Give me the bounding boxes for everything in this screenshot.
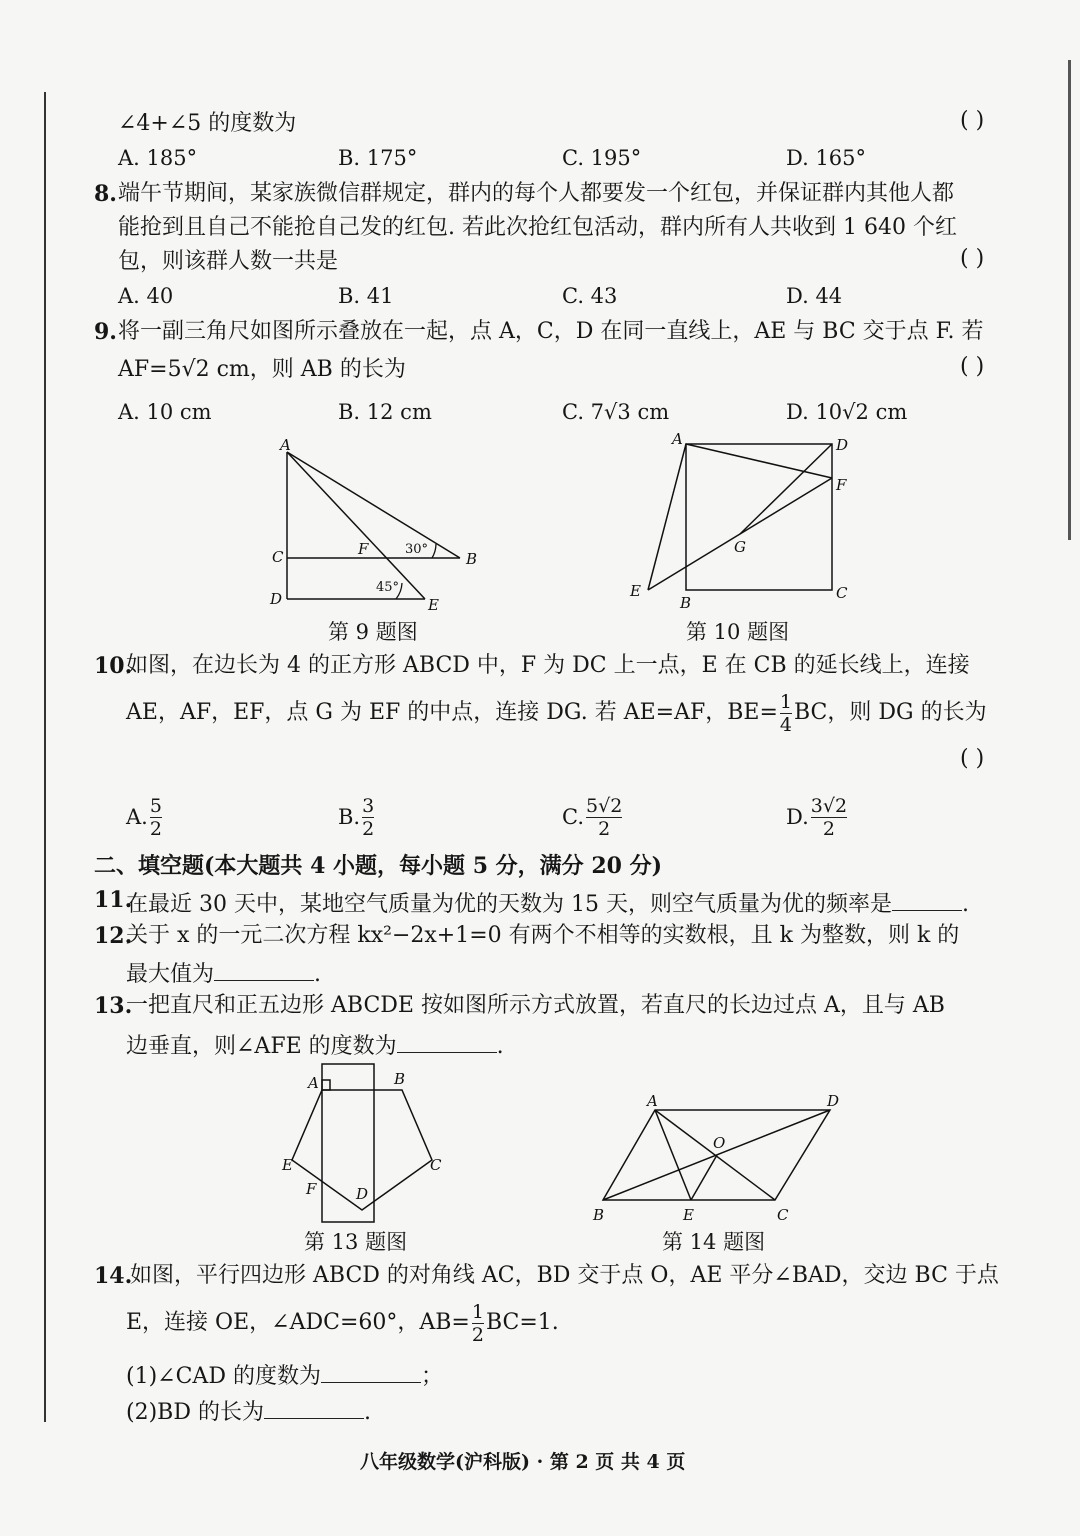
q10-option-c-frac: [586, 795, 622, 840]
q14-line2-end: BC=1.: [485, 1310, 559, 1335]
fig13-label-b: B: [394, 1070, 406, 1088]
q10-fraction-den: 4: [779, 713, 792, 736]
q14-sub2-blank[interactable]: [264, 1392, 364, 1419]
q10-option-b-den: 2: [362, 817, 375, 840]
figure-10: [624, 428, 864, 613]
q12-line2: [126, 954, 321, 991]
fig14-label-b: B: [593, 1206, 605, 1224]
q8-number: 8.: [94, 181, 117, 207]
q10-line2: [126, 688, 987, 738]
q11-line: [126, 884, 969, 921]
q9-option-d[interactable]: D. 10√2 cm: [786, 400, 908, 424]
right-edge-mark: [1068, 60, 1071, 540]
q13-line2: [126, 1026, 504, 1063]
figure-13: [270, 1060, 450, 1225]
q14-sub1-text: (1)∠CAD 的度数为: [126, 1364, 321, 1389]
fig9-label-d: D: [270, 590, 283, 608]
q8-answer-paren[interactable]: ( ): [960, 246, 985, 271]
q9-answer-paren[interactable]: ( ): [960, 354, 985, 379]
figure-9: [260, 432, 490, 617]
q13-line1: 一把直尺和正五边形 ABCDE 按如图所示方式放置，若直尺的长边过点 A，且与 AB: [126, 993, 945, 1018]
fig10-label-f: F: [836, 476, 847, 494]
q10-option-a-num: 5: [149, 794, 162, 817]
q10-option-a[interactable]: [126, 792, 164, 842]
q8-option-a[interactable]: A. 40: [118, 284, 174, 308]
q7-option-a[interactable]: A. 185°: [118, 146, 198, 170]
q13-end: .: [496, 1034, 504, 1059]
q7-option-b[interactable]: B. 175°: [338, 146, 418, 170]
q10-line2-start: AE，AF，EF，点 G 为 EF 的中点，连接 DG. 若 AE=AF，BE=: [126, 700, 778, 725]
figure-14: [585, 1088, 855, 1228]
fig9-label-a: A: [280, 436, 291, 454]
fig10-label-d: D: [836, 436, 849, 454]
q10-option-b[interactable]: [338, 792, 376, 842]
q12-answer-blank[interactable]: [214, 954, 314, 981]
fig9-caption: 第 9 题图: [328, 620, 418, 644]
q10-line1: 如图，在边长为 4 的正方形 ABCD 中，F 为 DC 上一点，E 在 CB 的延长线上，连接: [126, 653, 970, 678]
section2-title: 二、填空题(本大题共 4 小题，每小题 5 分，满分 20 分): [94, 853, 663, 879]
q12-line1: 关于 x 的一元二次方程 kx²−2x+1=0 有两个不相等的实数根，且 k 为整数，则 k 的: [126, 923, 960, 948]
q10-option-a-frac: [150, 795, 162, 840]
q9-line1: 将一副三角尺如图所示叠放在一起，点 A，C，D 在同一直线上，AE 与 BC 交于点 F. 若: [118, 319, 984, 344]
fig10-label-e: E: [630, 582, 641, 600]
q12-text: 最大值为: [126, 962, 215, 987]
fig14-label-o: O: [713, 1134, 726, 1152]
fig14-caption: 第 14 题图: [662, 1230, 766, 1254]
fig13-label-d: D: [356, 1185, 369, 1203]
q10-option-a-den: 2: [149, 817, 162, 840]
q10-fraction: [780, 691, 792, 736]
q8-option-d[interactable]: D. 44: [786, 284, 843, 308]
q10-option-c-letter: C.: [562, 805, 584, 829]
q14-line2: [126, 1298, 559, 1348]
q14-sub2-text: (2)BD 的长为: [126, 1400, 264, 1425]
q8-line3: 包，则该群人数一共是: [118, 249, 339, 274]
q14-sub1-blank[interactable]: [321, 1356, 421, 1383]
q9-option-a[interactable]: A. 10 cm: [118, 400, 212, 424]
q10-option-c[interactable]: [562, 792, 624, 842]
q10-fraction-num: 1: [779, 690, 792, 713]
fig13-label-c: C: [430, 1156, 442, 1174]
fig14-label-e: E: [683, 1206, 694, 1224]
q13-answer-blank[interactable]: [397, 1026, 497, 1053]
fig10-label-c: C: [836, 584, 848, 602]
q14-line1: 如图，平行四边形 ABCD 的对角线 AC，BD 交于点 O，AE 平分∠BAD，交边 BC 于点: [130, 1263, 999, 1288]
q10-number: 10.: [94, 653, 133, 679]
q11-answer-blank[interactable]: [892, 884, 962, 911]
q14-sub2-end: .: [363, 1400, 371, 1425]
q9-option-b[interactable]: B. 12 cm: [338, 400, 432, 424]
fig13-caption: 第 13 题图: [304, 1230, 408, 1254]
fig10-label-a: A: [672, 430, 683, 448]
q8-line1: 端午节期间，某家族微信群规定，群内的每个人都要发一个红包，并保证群内其他人都: [118, 181, 955, 206]
fig10-caption: 第 10 题图: [686, 620, 790, 644]
q10-option-b-num: 3: [362, 794, 375, 817]
q13-number: 13.: [94, 993, 133, 1019]
q10-option-d-num: 3√2: [810, 794, 848, 817]
fig9-label-e: E: [428, 596, 439, 614]
fig9-angle-30: 30°: [405, 542, 429, 557]
q11-text: 在最近 30 天中，某地空气质量为优的天数为 15 天，则空气质量为优的频率是: [126, 892, 892, 917]
fig10-label-b: B: [680, 594, 692, 612]
q10-option-d[interactable]: [786, 792, 849, 842]
q9-line2: AF=5√2 cm，则 AB 的长为: [118, 357, 406, 382]
q8-option-c[interactable]: C. 43: [562, 284, 618, 308]
fig14-label-c: C: [777, 1206, 789, 1224]
fig9-label-b: B: [466, 550, 478, 568]
fig13-label-e: E: [282, 1156, 293, 1174]
q14-sub2: [126, 1392, 371, 1429]
q7-answer-paren[interactable]: ( ): [960, 108, 985, 133]
margin-line: [44, 92, 46, 1422]
q10-line2-end: BC，则 DG 的长为: [793, 700, 987, 725]
q10-option-b-frac: [362, 795, 374, 840]
q7-stem: ∠4+∠5 的度数为: [118, 111, 297, 136]
q8-option-b[interactable]: B. 41: [338, 284, 394, 308]
q10-option-c-num: 5√2: [586, 794, 623, 817]
fig9-label-c: C: [272, 548, 284, 566]
q14-fraction: [472, 1301, 484, 1346]
fig9-label-f: F: [358, 540, 369, 558]
q14-sub1-end: ；: [420, 1364, 443, 1389]
fig14-label-a: A: [647, 1092, 658, 1110]
fig14-label-d: D: [827, 1092, 840, 1110]
q10-option-c-den: 2: [598, 817, 611, 840]
fig10-label-g: G: [734, 538, 746, 556]
q13-text: 边垂直，则∠AFE 的度数为: [126, 1034, 397, 1059]
q10-answer-paren[interactable]: ( ): [960, 746, 985, 771]
q14-number: 14.: [94, 1263, 133, 1289]
q14-fraction-den: 2: [471, 1323, 484, 1346]
q10-option-a-letter: A.: [126, 805, 148, 829]
page-footer: 八年级数学(沪科版) · 第 2 页 共 4 页: [360, 1451, 686, 1473]
q12-end: .: [314, 962, 322, 987]
q8-line2: 能抢到且自己不能抢自己发的红包. 若此次抢红包活动，群内所有人共收到 1 640 个红: [118, 215, 957, 240]
fig13-label-a: A: [308, 1074, 319, 1092]
q10-option-b-letter: B.: [338, 805, 361, 829]
fig9-angle-45: 45°: [376, 580, 400, 595]
q14-fraction-num: 1: [471, 1300, 484, 1323]
q9-option-c[interactable]: C. 7√3 cm: [562, 400, 670, 424]
q14-line2-start: E，连接 OE，∠ADC=60°，AB=: [126, 1310, 470, 1335]
q12-number: 12.: [94, 923, 133, 949]
q10-option-d-letter: D.: [786, 805, 809, 829]
fig13-label-f: F: [306, 1180, 317, 1198]
q11-end: .: [961, 892, 969, 917]
q7-option-c[interactable]: C. 195°: [562, 146, 642, 170]
q9-number: 9.: [94, 319, 117, 345]
q14-sub1: [126, 1356, 443, 1393]
q11-number: 11.: [94, 887, 133, 913]
q10-option-d-den: 2: [822, 817, 835, 840]
q7-option-d[interactable]: D. 165°: [786, 146, 867, 170]
q10-option-d-frac: [811, 795, 847, 840]
